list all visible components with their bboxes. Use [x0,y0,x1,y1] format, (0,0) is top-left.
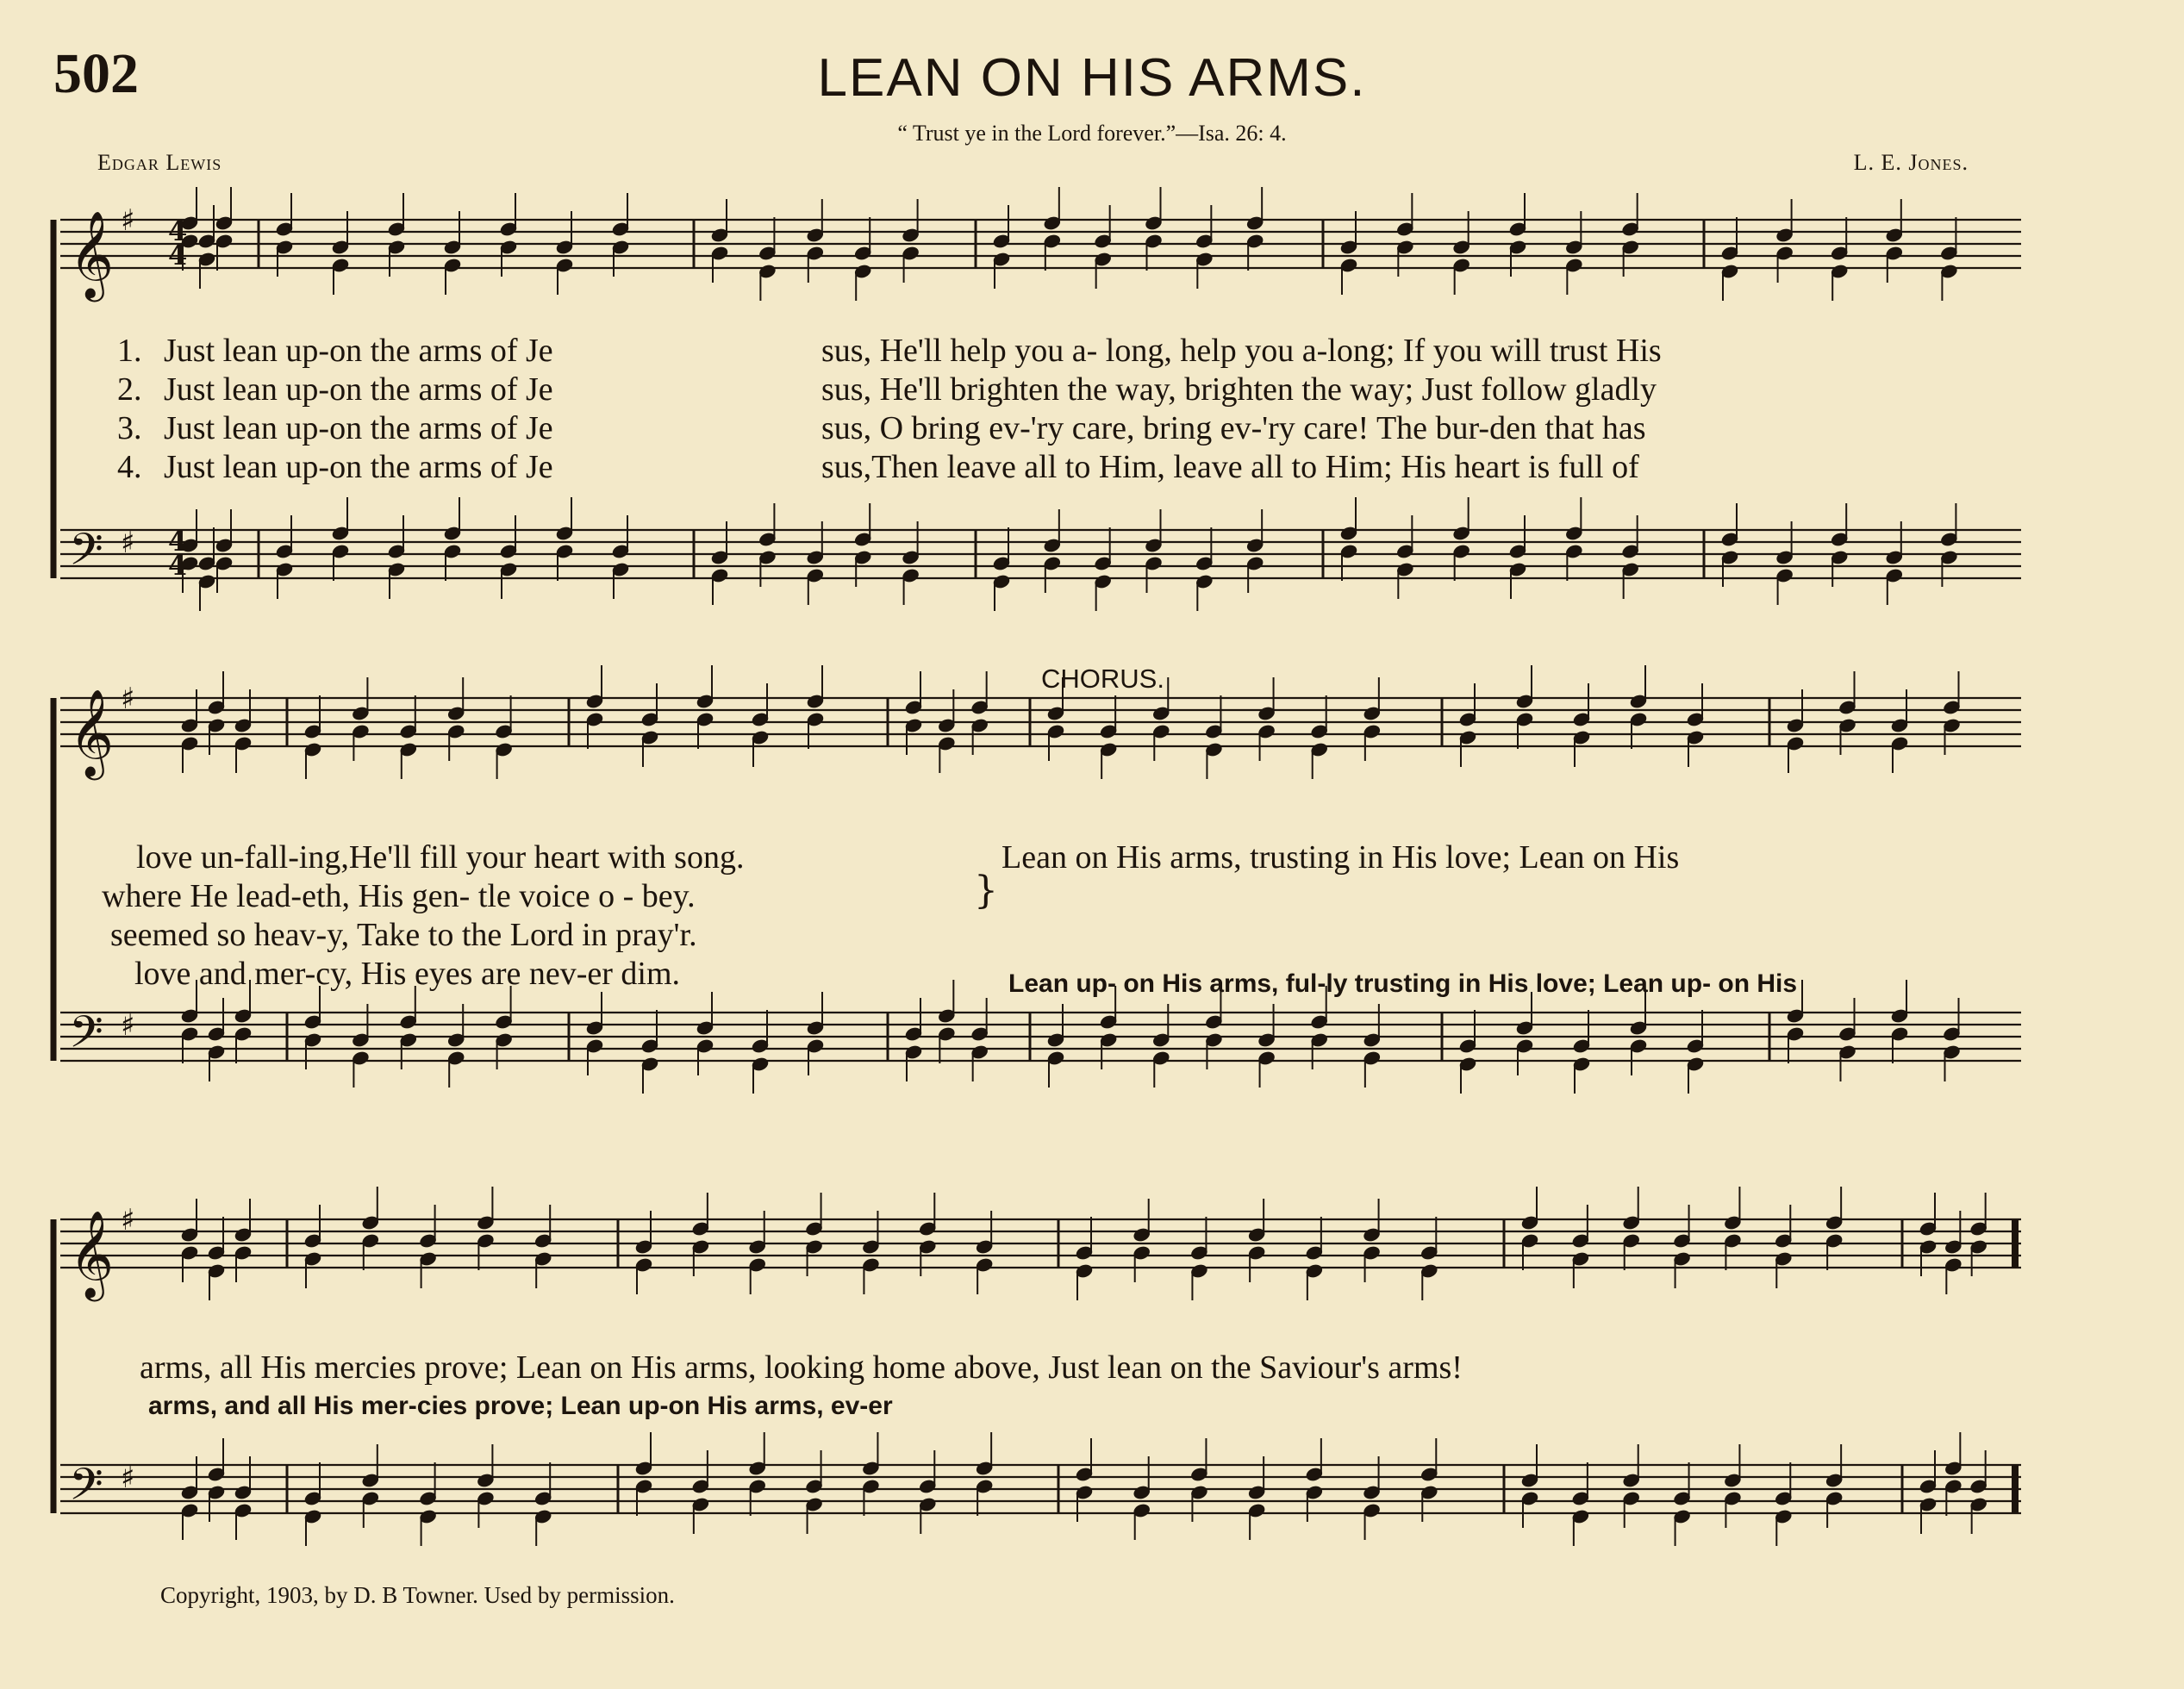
verse-lyric-a: Just lean up-on the arms of Je [164,333,553,369]
verse-brace: } [974,869,998,913]
time-signature-digit: 4 [168,549,188,582]
bass-clef-icon: 𝄢 [69,1006,103,1069]
verse-lyric-a: Just lean up-on the arms of Je [164,410,553,446]
verse-number: 2. [117,371,142,408]
chorus-label: CHORUS. [1041,664,1164,694]
verse-lyric-b: sus, He'll help you a- long, help you a-long; If you will trust His [821,333,1662,369]
treble-clef-icon: 𝄞 [69,688,115,776]
sharp-icon: ♯ [121,1008,135,1043]
chorus-line1-bottom: Lean up- on His arms, ful-ly trusting in His love; Lean up- on His [1008,969,1798,998]
chorus-line1-top: Lean on His arms, trusting in His love; Lean on His [1002,839,1680,876]
copyright-notice: Copyright, 1903, by D. B Towner. Used by permission. [160,1582,675,1608]
verse-lyric-b: sus, He'll brighten the way, brighten the way; Just follow gladly [821,371,1657,408]
sharp-icon: ♯ [121,1461,135,1495]
treble-clef-icon: 𝄞 [69,209,115,298]
bass-clef-icon: 𝄢 [69,1458,103,1521]
sharp-icon: ♯ [121,1203,135,1237]
sharp-icon: ♯ [121,203,135,238]
verse-1-ending: love un-fall-ing,He'll fill your heart with song. [136,839,745,876]
verse-lyric-a: Just lean up-on the arms of Je [164,449,553,485]
treble-clef-icon: 𝄞 [69,1209,115,1298]
chorus-line2-bottom: arms, and all His mer-cies prove; Lean up-on His arms, ev-er [148,1392,893,1420]
verse-number: 1. [117,333,142,369]
verse-number: 4. [117,449,142,485]
sharp-icon: ♯ [121,526,135,560]
composer-credit: L. E. Jones. [1853,150,1969,175]
chorus-line2-top: arms, all His mercies prove; Lean on His arms, looking home above, Just lean on the Saviour's arms! [140,1349,1463,1386]
time-signature-digit: 4 [168,215,188,247]
time-signature-digit: 4 [168,239,188,271]
verse-4-ending: love and mer-cy, His eyes are nev-er dim. [134,956,681,992]
verse-lyric-b: sus,Then leave all to Him, leave all to Him; His heart is full of [821,449,1639,485]
hymn-title: LEAN ON HIS ARMS. [817,48,1367,108]
bass-clef-icon: 𝄢 [69,523,103,586]
time-signature-digit: 4 [168,525,188,558]
verse-lyric-b: sus, O bring ev-'ry care, bring ev-'ry care! The bur-den that has [821,410,1646,446]
page-number: 502 [53,42,139,105]
verse-number: 3. [117,410,142,446]
sharp-icon: ♯ [121,682,135,716]
epigraph: “ Trust ye in the Lord forever.”—Isa. 26: 4. [897,121,1287,146]
verse-2-ending: where He lead-eth, His gen- tle voice o - bey. [102,878,696,914]
verse-lyric-a: Just lean up-on the arms of Je [164,371,553,408]
lyricist-credit: Edgar Lewis [97,150,222,175]
verse-3-ending: seemed so heav-y, Take to the Lord in pray'r. [110,917,697,953]
